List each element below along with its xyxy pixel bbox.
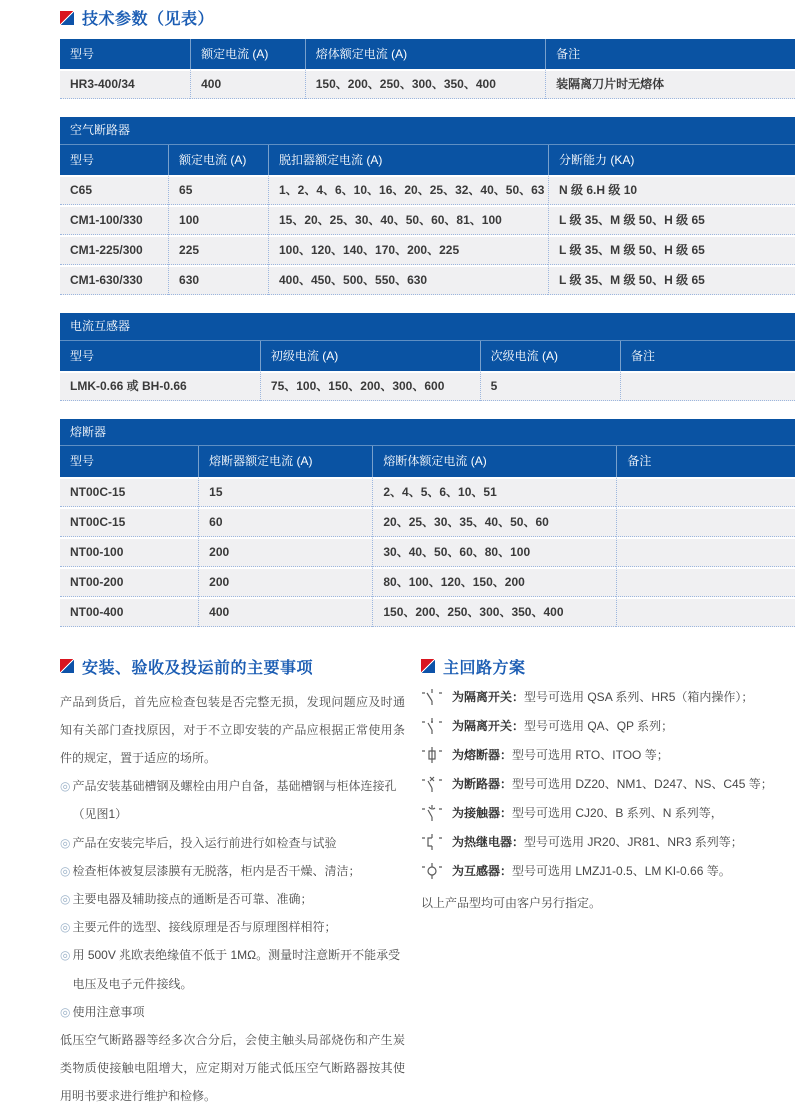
fuse-icon xyxy=(421,746,443,764)
cell-model: LMK-0.66 或 BH-0.66 xyxy=(60,371,260,401)
item-label: 为熔断器： xyxy=(452,747,513,762)
table-header-row xyxy=(60,39,795,69)
item-desc: 型号可选用 DZ20、NM1、D247、NS、C45 等； xyxy=(512,776,773,791)
item-desc: 型号可选用 LMZJ1-0.5、LM KI-0.66 等。 xyxy=(512,863,731,878)
table-group-band xyxy=(60,419,795,446)
main-circuit-section xyxy=(421,655,795,1111)
group-title: 电流互感器 xyxy=(60,313,795,340)
cell-remark: 装隔离刀片时无熔体 xyxy=(545,69,795,99)
cell-rated-current: 400 xyxy=(190,69,305,99)
red-blue-flag-icon xyxy=(421,659,435,673)
install-bullet xyxy=(60,913,405,941)
circuit-breaker-icon xyxy=(421,775,443,793)
install-note: 低压空气断路器等经多次合分后，会使主触头局部烧伤和产生炭类物质使接触电阻增大，应定期对万能式低压空气断路器按其使用明书要求进行维护和检修。 xyxy=(60,1032,405,1104)
table-header-row xyxy=(60,341,795,371)
item-desc: 型号可选用 RTO、ITOO 等； xyxy=(512,747,669,762)
circle-bullet-icon: ◎ xyxy=(60,779,71,794)
bullet-text: 使用注意事项 xyxy=(72,1004,145,1019)
column-header: 型号 xyxy=(60,446,198,476)
isolator-switch-icon xyxy=(421,688,443,706)
table-group-band xyxy=(60,313,795,340)
cell-secondary-current: 5 xyxy=(480,371,620,401)
table-row xyxy=(60,175,795,205)
cell-breaking-capacity: L 级 35、M 级 50、H 级 65 xyxy=(548,265,795,295)
table-row xyxy=(60,69,795,99)
cell-rated-current: 100 xyxy=(168,205,268,235)
cell-trip-current: 1、2、4、6、10、16、20、25、32、40、50、63 xyxy=(268,175,548,205)
bullet-text: 产品在安装完毕后，投入运行前进行如检查与试验 xyxy=(72,835,337,850)
cell-fuse-rated-current: 200 xyxy=(198,537,372,567)
table-fuse xyxy=(60,419,795,627)
column-header: 备注 xyxy=(620,341,795,371)
cell-fuse-link-current: 30、40、50、60、80、100 xyxy=(372,537,616,567)
group-title: 空气断路器 xyxy=(60,117,795,144)
column-header: 备注 xyxy=(616,446,795,476)
table-header-row xyxy=(60,446,795,476)
cell-fuse-link-current: 80、100、120、150、200 xyxy=(372,567,616,597)
circle-bullet-icon: ◎ xyxy=(60,1004,71,1019)
bottom-columns xyxy=(60,655,795,1111)
table-row xyxy=(60,597,795,627)
table-row xyxy=(60,567,795,597)
install-intro: 产品到货后，首先应检查包装是否完整无损，发现问题应及时通知有关部门查找原因，对于不立即安装的产品应根据正常使用条件的规定，置于适应的场所。 xyxy=(60,694,405,766)
cell-fuse-rated-current: 200 xyxy=(198,567,372,597)
cell-remark xyxy=(620,371,795,401)
item-label: 为隔离开关： xyxy=(452,718,525,733)
column-header: 初级电流 (A) xyxy=(260,341,480,371)
item-label: 为接触器： xyxy=(452,805,513,820)
bullet-text: 用 500V 兆欧表绝缘值不低于 1MΩ。测量时注意断开不能承受电压及电子元件接线。 xyxy=(72,948,401,991)
cell-breaking-capacity: L 级 35、M 级 50、H 级 65 xyxy=(548,235,795,265)
cell-remark xyxy=(616,567,795,597)
bullet-text: 主要电器及辅助接点的通断是否可靠、准确； xyxy=(72,892,313,907)
main-circuit-item xyxy=(421,775,795,793)
cell-model: NT00-200 xyxy=(60,567,198,597)
cell-fuse-link-current: 20、25、30、35、40、50、60 xyxy=(372,507,616,537)
cell-model: NT00-400 xyxy=(60,597,198,627)
cell-rated-current: 65 xyxy=(168,175,268,205)
item-desc: 型号可选用 QA、QP 系列； xyxy=(524,718,674,733)
item-label: 为断路器： xyxy=(452,776,513,791)
cell-trip-current: 100、120、140、170、200、225 xyxy=(268,235,548,265)
cell-model: C65 xyxy=(60,175,168,205)
install-title: 安装、验收及投运前的主要事项 xyxy=(82,659,314,677)
column-header: 型号 xyxy=(60,145,168,175)
main-circuit-item xyxy=(421,688,795,706)
cell-fuse-rated-current: 400 xyxy=(198,597,372,627)
item-label: 为热继电器： xyxy=(452,834,525,849)
column-header: 额定电流 (A) xyxy=(168,145,268,175)
bullet-text: 主要元件的选型、接线原理是否与原理图样相符； xyxy=(72,920,337,935)
main-circuit-item xyxy=(421,717,795,735)
install-bullet xyxy=(60,941,405,997)
cell-fuse-link-current: 150、200、250、300、350、400 xyxy=(372,597,616,627)
bullet-text: 检查柜体被复层漆膜有无脱落，柜内是否干燥、清洁； xyxy=(72,863,361,878)
column-header: 额定电流 (A) xyxy=(190,39,305,69)
red-blue-flag-icon xyxy=(60,659,74,673)
table-row xyxy=(60,537,795,567)
table-row xyxy=(60,235,795,265)
cell-fuse-rated-current: 60 xyxy=(198,507,372,537)
table-group-band xyxy=(60,117,795,144)
main-circuit-item xyxy=(421,862,795,880)
install-bullet xyxy=(60,998,405,1026)
item-desc: 型号可选用 QSA 系列、HR5（箱内操作）； xyxy=(524,689,754,704)
main-circuit-footer: 以上产品型均可由客户另行指定。 xyxy=(421,895,602,910)
bullet-text: 产品安装基础槽钢及螺栓由用户自备，基础槽钢与柜体连接孔（见图1） xyxy=(72,779,397,822)
table-row xyxy=(60,205,795,235)
column-header: 型号 xyxy=(60,341,260,371)
circle-bullet-icon: ◎ xyxy=(60,920,71,935)
group-title: 熔断器 xyxy=(60,419,795,446)
cell-rated-current: 225 xyxy=(168,235,268,265)
table-air-circuit-breaker xyxy=(60,117,795,295)
cell-model: NT00-100 xyxy=(60,537,198,567)
cell-model: NT00C-15 xyxy=(60,507,198,537)
table-header-row xyxy=(60,145,795,175)
spec-document-page xyxy=(60,0,795,1111)
main-circuit-item xyxy=(421,804,795,822)
section-title-install xyxy=(60,655,405,678)
table-row xyxy=(60,371,795,401)
current-transformer-icon xyxy=(421,862,443,880)
cell-model: HR3-400/34 xyxy=(60,69,190,99)
install-bullet xyxy=(60,829,405,857)
page-title: 技术参数（见表） xyxy=(82,11,215,28)
cell-remark xyxy=(616,597,795,627)
column-header: 型号 xyxy=(60,39,190,69)
cell-remark xyxy=(616,477,795,507)
cell-fuse-link-current: 2、4、5、6、10、51 xyxy=(372,477,616,507)
table-hr3-fuse-switch xyxy=(60,39,795,99)
cell-primary-current: 75、100、150、200、300、600 xyxy=(260,371,480,401)
circle-bullet-icon: ◎ xyxy=(60,948,71,963)
main-circuit-title: 主回路方案 xyxy=(443,659,526,677)
cell-trip-current: 15、20、25、30、40、50、60、81、100 xyxy=(268,205,548,235)
thermal-relay-icon xyxy=(421,833,443,851)
install-bullet xyxy=(60,885,405,913)
cell-rated-current: 630 xyxy=(168,265,268,295)
main-circuit-item xyxy=(421,746,795,764)
column-header: 熔断器额定电流 (A) xyxy=(198,446,372,476)
table-current-transformer xyxy=(60,313,795,401)
table-row xyxy=(60,507,795,537)
cell-fuse-current: 150、200、250、300、350、400 xyxy=(305,69,545,99)
cell-model: NT00C-15 xyxy=(60,477,198,507)
cell-trip-current: 400、450、500、550、630 xyxy=(268,265,548,295)
column-header: 备注 xyxy=(545,39,795,69)
cell-model: CM1-630/330 xyxy=(60,265,168,295)
column-header: 脱扣器额定电流 (A) xyxy=(268,145,548,175)
circle-bullet-icon: ◎ xyxy=(60,892,71,907)
column-header: 次级电流 (A) xyxy=(480,341,620,371)
item-label: 为隔离开关： xyxy=(452,689,525,704)
column-header: 熔断体额定电流 (A) xyxy=(372,446,616,476)
item-desc: 型号可选用 CJ20、B 系列、N 系列等， xyxy=(512,805,723,820)
cell-fuse-rated-current: 15 xyxy=(198,477,372,507)
item-desc: 型号可选用 JR20、JR81、NR3 系列等； xyxy=(524,834,743,849)
column-header: 分断能力 (KA) xyxy=(548,145,795,175)
cell-breaking-capacity: N 级 6.H 级 10 xyxy=(548,175,795,205)
section-title-tech-params xyxy=(60,6,795,29)
cell-breaking-capacity: L 级 35、M 级 50、H 级 65 xyxy=(548,205,795,235)
cell-remark xyxy=(616,537,795,567)
column-header: 熔体额定电流 (A) xyxy=(305,39,545,69)
contactor-icon xyxy=(421,804,443,822)
red-blue-flag-icon xyxy=(60,11,74,25)
install-bullet xyxy=(60,772,405,828)
circle-bullet-icon: ◎ xyxy=(60,863,71,878)
main-circuit-item xyxy=(421,833,795,851)
table-row xyxy=(60,477,795,507)
section-title-main-circuit xyxy=(421,655,795,678)
cell-model: CM1-100/330 xyxy=(60,205,168,235)
circle-bullet-icon: ◎ xyxy=(60,835,71,850)
item-label: 为互感器： xyxy=(452,863,513,878)
install-section xyxy=(60,655,405,1111)
cell-remark xyxy=(616,507,795,537)
isolator-switch-icon xyxy=(421,717,443,735)
table-row xyxy=(60,265,795,295)
install-bullet xyxy=(60,857,405,885)
cell-model: CM1-225/300 xyxy=(60,235,168,265)
